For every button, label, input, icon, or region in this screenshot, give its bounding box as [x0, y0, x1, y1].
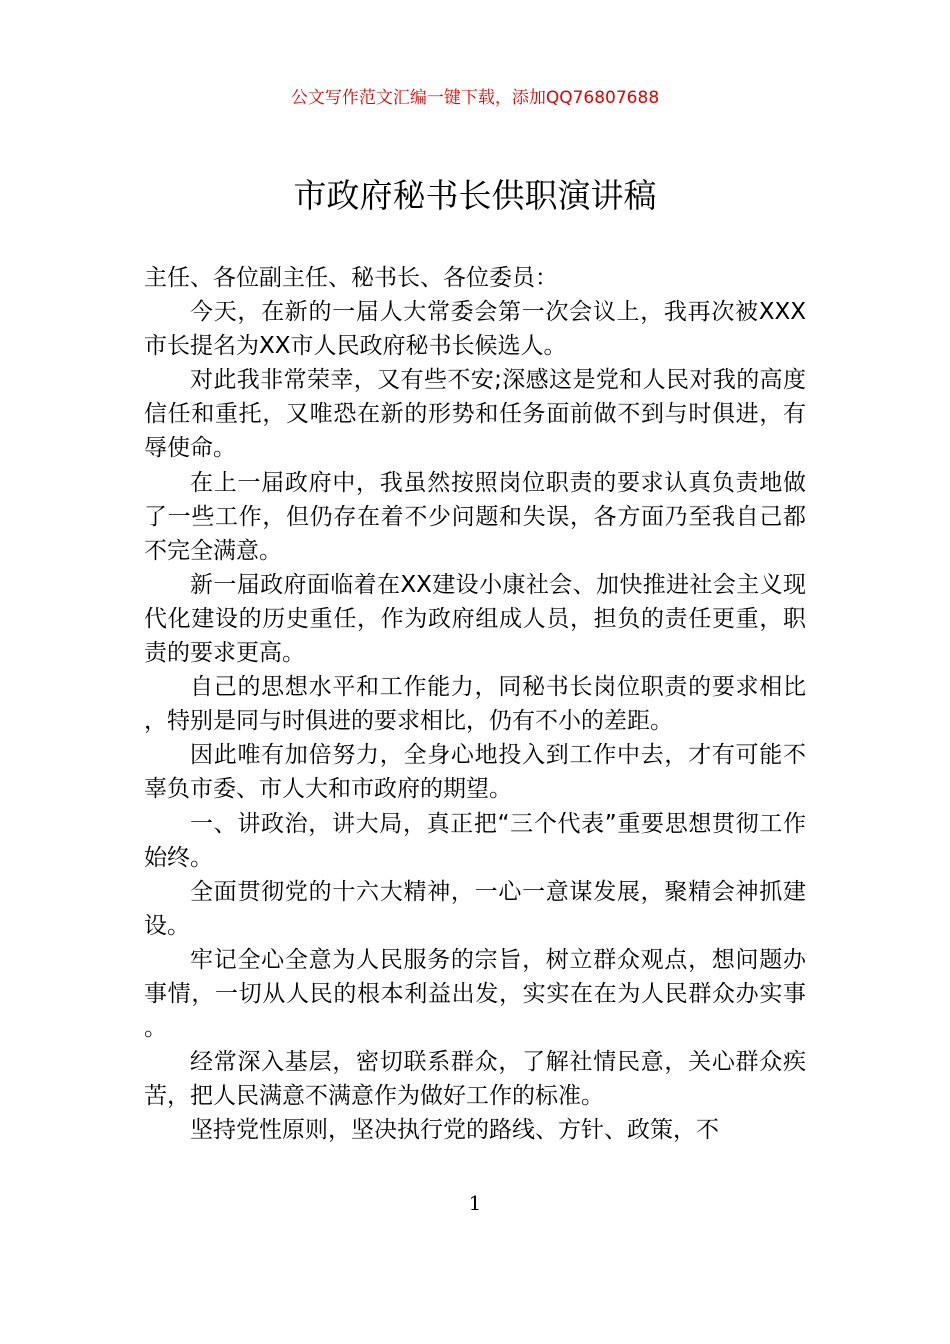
paragraph: 自己的思想水平和工作能力，同秘书长岗位职责的要求相比，特别是同与时俱进的要求相比，仍有不小的差距。 — [144, 674, 806, 735]
page-number: 1 — [468, 1191, 482, 1215]
section-heading: 一、讲政治，讲大局，真正把“三个代表”重要思想贯彻工作始终。 — [144, 810, 806, 871]
paragraph: 坚持党性原则，坚决执行党的路线、方针、政策，不 — [190, 1117, 719, 1144]
paragraph: 经常深入基层，密切联系群众，了解社情民意，关心群众疾苦，把人民满意不满意作为做好工作的标准。 — [144, 1049, 806, 1110]
paragraph: 牢记全心全意为人民服务的宗旨，树立群众观点，想问题办事情，一切从人民的根本利益出发，实实在在为人民群众办实事。 — [144, 946, 806, 1042]
paragraph: 对此我非常荣幸，又有些不安;深感这是党和人民对我的高度信任和重托，又唯恐在新的形势和任务面前做不到与时俱进，有辱使命。 — [144, 367, 806, 462]
salutation: 主任、各位副主任、秘书长、各位委员： — [144, 265, 558, 291]
promo-link[interactable]: 公文写作范文汇编一键下载，添加QQ76807688 — [290, 88, 660, 108]
paragraph: 新一届政府面临着在XX建设小康社会、加快推进社会主义现代化建设的历史重任，作为政府组成人员，担负的责任更重，职责的要求更高。 — [144, 571, 806, 667]
document-title: 市政府秘书长供职演讲稿 — [293, 176, 657, 215]
paragraph: 今天，在新的一届人大常委会第一次会议上，我再次被XXX市长提名为XX市人民政府秘书长候选人。 — [144, 299, 806, 360]
paragraph: 因此唯有加倍努力，全身心地投入到工作中去，才有可能不辜负市委、市人大和市政府的期望。 — [144, 742, 806, 803]
document-body — [144, 261, 806, 1147]
paragraph: 全面贯彻党的十六大精神，一心一意谋发展，聚精会神抓建设。 — [144, 878, 806, 939]
paragraph: 在上一届政府中，我虽然按照岗位职责的要求认真负责地做了一些工作，但仍存在着不少问题和失误，各方面乃至我自己都不完全满意。 — [144, 469, 806, 564]
